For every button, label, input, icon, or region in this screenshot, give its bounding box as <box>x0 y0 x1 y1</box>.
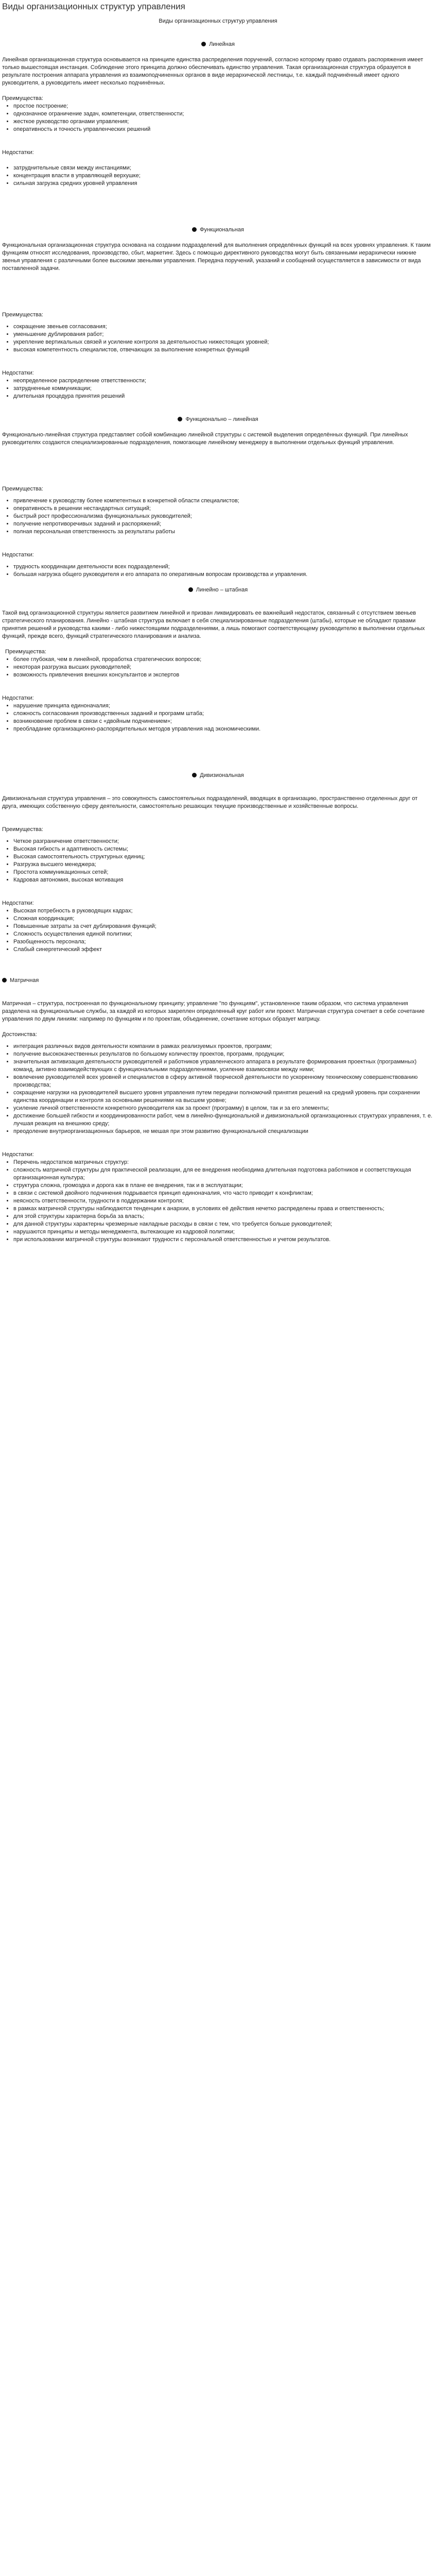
list-item: • оперативность и точность управленческих решений <box>13 126 434 133</box>
list-item: • значительная активизация деятельности руководителей и работников управленческого аппарата в результате формирования проектных (программных) команд, активно взаимодействующих с функциональными подразделениями, усиление взаимосвязи между ними; <box>13 1058 434 1074</box>
disadvantages-label: Недостатки: <box>2 370 34 376</box>
list-item: • концентрация власти в управляющей верхушке; <box>13 172 434 180</box>
list-item: • для данной структуры характерны чрезмерные накладные расходы в связи с тем, что требуется больше руководителей; <box>13 1221 434 1228</box>
section-heading-matrix <box>2 977 434 985</box>
page-subtitle: Виды организационных структур управления <box>159 18 277 24</box>
list-item: • структура сложна, громоздка и дорога как в плане ее внедрения, так и в эксплуатации; <box>13 1182 434 1190</box>
section-description: Линейная организационная структура основывается на принципе единства распределения поручений, согласно которому право отдавать распоряжения имеет только вышестоящая инстанция. Соблюдение этого принципа должно обеспечивать единство управления. Такая организационная структура образуется в результате построения аппарата управления из взаимоподчиненных органов в виде иерархической лестницы, т.е. каждый подчинённый имеет одного руководителя, а руководитель имеет несколько подчинённых. <box>2 57 424 86</box>
section-heading-text: Линейная <box>209 41 235 47</box>
disadvantages-list <box>2 377 434 400</box>
section-heading-linear <box>2 41 434 48</box>
disadvantages-label: Недостатки: <box>2 695 34 701</box>
list-item: • нарушение принципа единоначалия; <box>13 702 434 710</box>
list-item: • неопределенное распределение ответственности; <box>13 377 434 385</box>
advantages-label: Преимущества: <box>5 649 46 655</box>
merits-label: Достоинства: <box>2 1031 37 1038</box>
disadvantages-label: Недостатки: <box>2 1151 34 1158</box>
section-matrix <box>0 977 436 1244</box>
list-item: • интеграция различных видов деятельности компании в рамках реализуемых проектов, программ; <box>13 1043 434 1050</box>
list-item: • Сложная координация; <box>13 915 434 923</box>
list-item: • Кадровая автономия, высокая мотивация <box>13 876 434 884</box>
advantages-label: Преимущества: <box>2 312 43 318</box>
list-item: • оперативность в решении нестандартных ситуаций; <box>13 505 434 513</box>
section-description: Функционально-линейная структура представляет собой комбинацию линейной структуры с системой выделения определённых функций. При линейных руководителях создаются специализированные подразделения, помогающие линейному менеджеру в выполнении отдельных функций управления. <box>2 432 408 446</box>
list-item: • возможность привлечения внешних консультантов и экспертов <box>13 671 434 679</box>
list-item: • простое построение; <box>13 103 434 110</box>
list-item: • Повышенные затраты за счет дублирования функций; <box>13 923 434 930</box>
list-item: • неясность ответственности, трудности в поддержании контроля; <box>13 1197 434 1205</box>
list-item: • сильная загрузка средних уровней управления <box>13 180 434 188</box>
section-func-linear <box>0 416 436 579</box>
list-item: • получение высококачественных результатов по большому количеству проектов, программ, продукции; <box>13 1050 434 1058</box>
disadvantages-list <box>2 907 434 954</box>
section-description: Функциональная организационная структура основана на создании подразделений для выполнения определённых функций на всех уровнях управления. К таким функциям относят исследования, производство, сбыт, маркетинг. Здесь с помощью директивного руководства могут быть связанными иерархически нижние звенья управления с различными более высокими звеньями управления. Передача поручений, указаний и сообщений осуществляется в зависимости от вида поставленной задачи. <box>2 242 431 272</box>
disadvantages-list <box>2 563 434 579</box>
page-title: Виды организационных структур управления <box>2 2 185 11</box>
bullet-icon <box>178 417 182 421</box>
list-item: • вовлечение руководителей всех уровней и специалистов в сферу активной творческой деятельности по ускоренному техническому совершенствованию производства; <box>13 1074 434 1089</box>
list-item: • длительная процедура принятия решений <box>13 393 434 400</box>
disadvantages-list <box>2 164 434 188</box>
list-item: • Высокая гибкость и адаптивность системы; <box>13 845 434 853</box>
advantages-label: Преимущества: <box>2 826 43 833</box>
disadvantages-list <box>2 702 434 733</box>
list-item: • сокращение звеньев согласования; <box>13 323 434 331</box>
disadvantages-label: Недостатки: <box>2 900 34 906</box>
list-item: • затрудненные коммуникации; <box>13 385 434 393</box>
merits-list <box>2 1043 434 1136</box>
list-item: • Простота коммуникационных сетей; <box>13 869 434 876</box>
section-description: Такой вид организационной структуры является развитием линейной и призван ликвидировать ее важнейший недостаток, связанный с отсутствием звеньев стратегического планирования. Линейно - штабная структура включает в себя специализированные подразделения (штабы), которые не обладают правами принятия решений и руководства какими - либо нижестоящими подразделениями, а лишь помогают соответствующему руководителю в выполнении отдельных функций, прежде всего, функций стратегического планирования и анализа. <box>2 610 425 639</box>
list-item: • высокая компетентность специалистов, отвечающих за выполнение конкретных функций <box>13 346 434 354</box>
list-item: • полная персональная ответственность за результаты работы <box>13 528 434 536</box>
list-item: • Высокая самостоятельность структурных единиц; <box>13 853 434 861</box>
advantages-list <box>2 103 434 133</box>
section-heading-text: Матричная <box>10 977 39 984</box>
list-item: • быстрый рост профессионализма функциональных руководителей; <box>13 513 434 520</box>
advantages-list <box>2 656 434 679</box>
section-divisional <box>0 772 436 954</box>
list-item: • Слабый синергетический эффект <box>13 946 434 954</box>
bullet-icon <box>192 773 197 777</box>
list-item: • большая нагрузка общего руководителя и его аппарата по оперативным вопросам производства и управления. <box>13 571 434 579</box>
bullet-icon <box>2 978 7 982</box>
list-item: • Разгрузка высшего менеджера; <box>13 861 434 869</box>
list-item: • усиление личной ответственности конкретного руководителя как за проект (программу) в целом, так и за его элементы; <box>13 1105 434 1112</box>
list-item: • однозначное ограничение задач, компетенции, ответственности; <box>13 110 434 118</box>
section-heading-divisional <box>2 772 434 779</box>
list-item: • сокращение нагрузки на руководителей высшего уровня управления путем передачи полномочий принятия решений на средний уровень при сохранении единства координации и контроля за основными решениями на высшем уровне; <box>13 1089 434 1105</box>
section-heading-functional <box>2 226 434 234</box>
list-item: • сложность матричной структуры для практической реализации, для ее внедрения необходима длительная подготовка работников и соответствующая организационная культура; <box>13 1166 434 1182</box>
list-item: • уменьшение дублирования работ; <box>13 331 434 338</box>
advantages-label: Преимущества: <box>2 486 43 492</box>
advantages-list <box>2 323 434 354</box>
list-item: • Сложность осуществления единой политики; <box>13 930 434 938</box>
list-item: • нарушаются принципы и методы менеджмента, вытекающие из кадровой политики; <box>13 1228 434 1236</box>
advantages-label: Преимущества: <box>2 95 43 101</box>
disadvantages-label: Недостатки: <box>2 552 34 558</box>
list-item: • преобладание организационно-распорядительных методов управления над экономическими. <box>13 725 434 733</box>
list-item: • более глубокая, чем в линейной, проработка стратегических вопросов; <box>13 656 434 664</box>
bullet-icon <box>192 227 197 232</box>
section-functional <box>0 226 436 400</box>
section-description: Матричная – структура, построенная по функциональному принципу; управление "по функциям", установленное таким образом, что система управления разделена на функциональные службы, за каждой из которых закреплен определенный круг работ или проект. Матричная структура сочетает в себе сочетание управления по двум линиям: например по функциям и по проектам, объединение, сочетание которых образует матрицу. <box>2 1001 425 1022</box>
disadvantages-label: Недостатки: <box>2 149 34 156</box>
list-item: • укрепление вертикальных связей и усиление контроля за деятельностью нижестоящих уровней; <box>13 338 434 346</box>
section-description: Дивизиональная структура управления – это совокупность самостоятельных подразделений, вводящих в организацию, пространственно отделенных друг от друга, имеющих собственную сферу деятельности, самостоятельно решающих текущие производственные и хозяйственные вопросы. <box>2 795 418 809</box>
bullet-icon <box>188 587 193 592</box>
disadvantages-list <box>2 1159 434 1244</box>
list-item: • в связи с системой двойного подчинения подрывается принцип единоначалия, что часто приводит к конфликтам; <box>13 1190 434 1197</box>
list-item: • трудность координации деятельности всех подразделений; <box>13 563 434 571</box>
list-item: • Разобщенность персонала; <box>13 938 434 946</box>
section-heading-line-staff <box>2 586 434 594</box>
section-heading-text: Линейно – штабная <box>196 587 248 593</box>
section-heading-func-linear <box>2 416 434 423</box>
list-item: • достижение большей гибкости и координированности работ, чем в линейно-функциональной и дивизиональной организационных структурах управления, т. е. лучшая реакция на внешнюю среду; <box>13 1112 434 1128</box>
list-item: • привлечение к руководству более компетентных в конкретной области специалистов; <box>13 497 434 505</box>
list-item: • Четкое разграничение ответственности; <box>13 838 434 845</box>
list-item: • получение непротиворечивых заданий и распоряжений; <box>13 520 434 528</box>
advantages-list <box>2 497 434 536</box>
list-item: • жесткое руководство органами управления; <box>13 118 434 126</box>
list-item: • возникновение проблем в связи с «двойным подчинением»; <box>13 718 434 725</box>
list-item: • в рамках матричной структуры наблюдаются тенденции к анархии, в условиях её действия нечетко распределены права и ответственность; <box>13 1205 434 1213</box>
section-heading-text: Дивизиональная <box>200 772 244 778</box>
list-item: • для этой структуры характерна борьба за власть; <box>13 1213 434 1221</box>
list-item: • некоторая разгрузка высших руководителей; <box>13 664 434 671</box>
advantages-list <box>2 838 434 884</box>
list-item: • Высокая потребность в руководящих кадрах; <box>13 907 434 915</box>
section-line-staff <box>0 586 436 733</box>
section-heading-text: Функционально – линейная <box>185 416 258 422</box>
list-item: • затруднительные связи между инстанциями; <box>13 164 434 172</box>
list-item: • преодоление внутриорганизационных барьеров, не мешая при этом развитию функциональной специализации <box>13 1128 434 1136</box>
list-item: • при использовании матричной структуры возникают трудности с персональной ответственностью и учетом результатов. <box>13 1236 434 1244</box>
section-linear <box>0 41 436 188</box>
list-item: • Перечень недостатков матричных структур: <box>13 1159 434 1166</box>
section-heading-text: Функциональная <box>200 227 244 233</box>
list-item: • сложность согласования производственных заданий и программ штаба; <box>13 710 434 718</box>
bullet-icon <box>201 42 206 46</box>
